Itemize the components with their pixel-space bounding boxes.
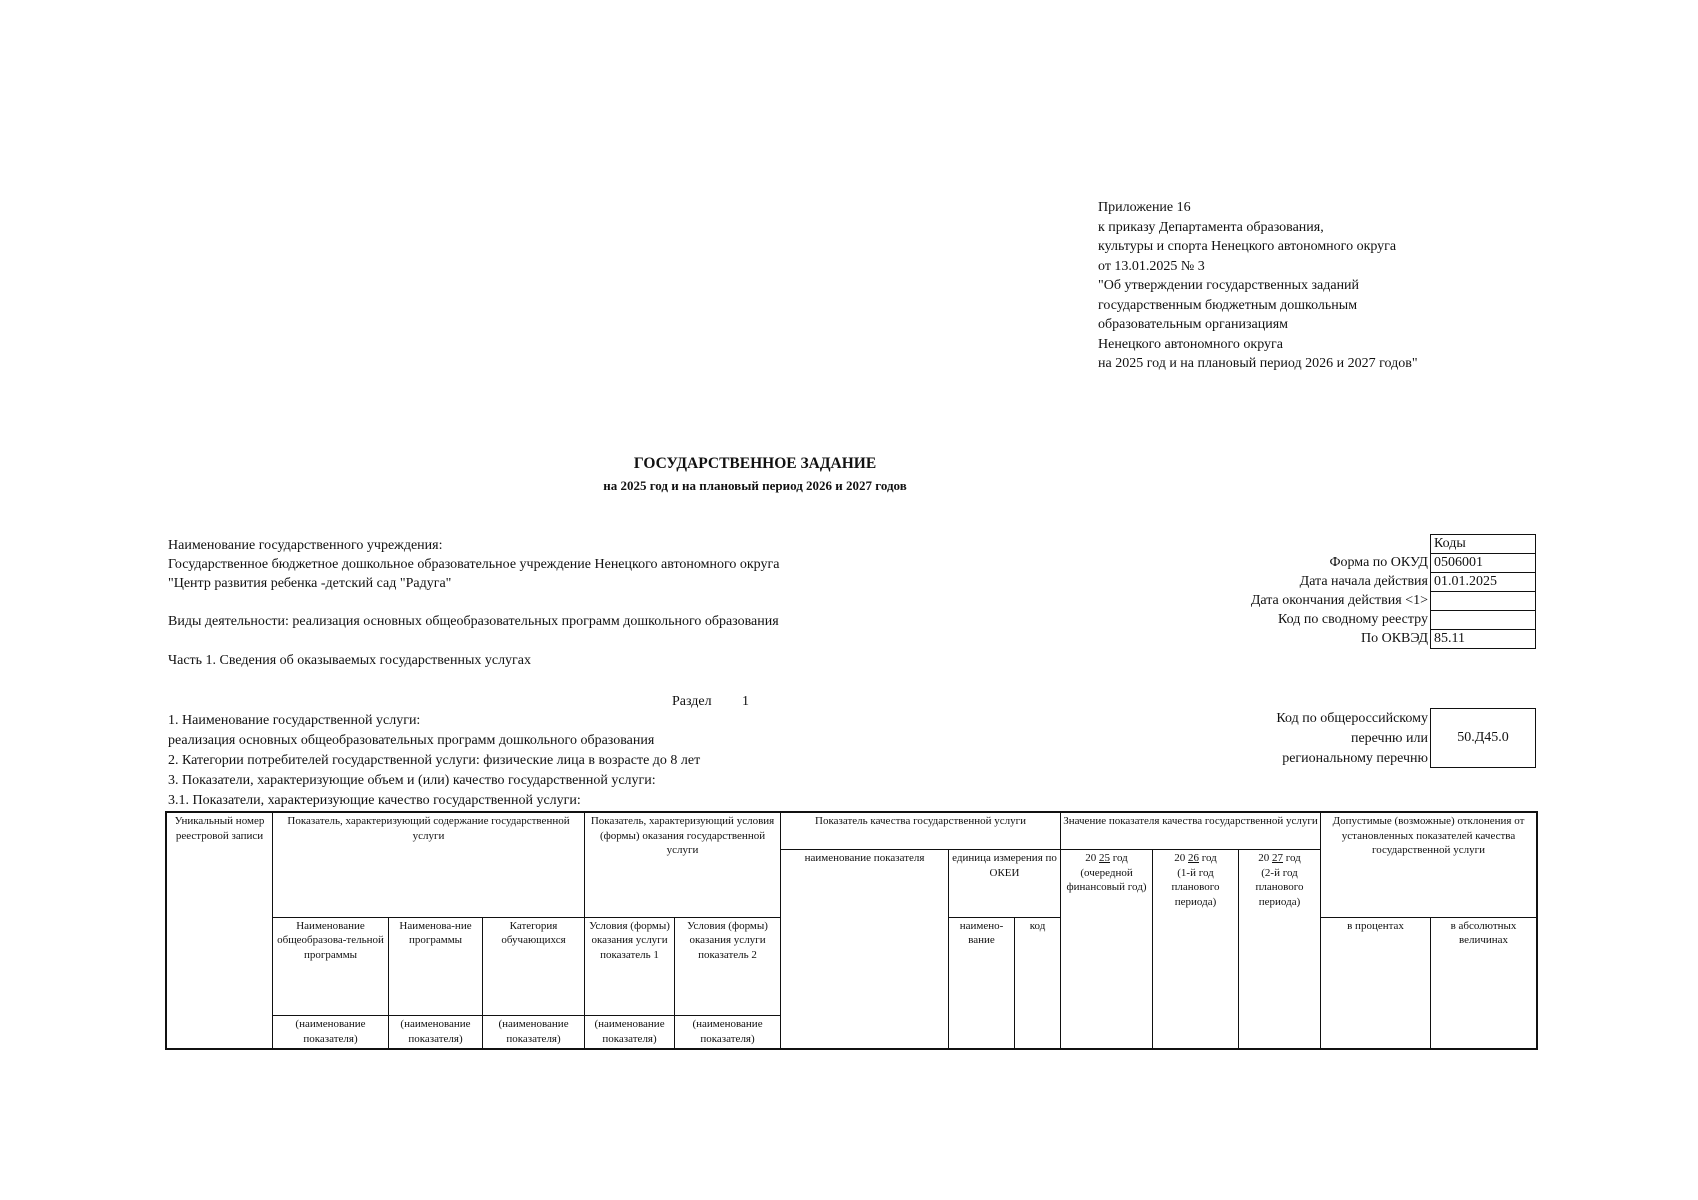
document-subtitle: на 2025 год и на плановый период 2026 и 2027 годов bbox=[603, 478, 907, 493]
okv-label-1: Код по общероссийскому bbox=[1276, 711, 1428, 726]
value-group-header: Значение показателя качества государственной услуги bbox=[1061, 813, 1321, 850]
registry-value bbox=[1431, 611, 1535, 630]
appendix-line: "Об утверждении государственных заданий bbox=[1098, 278, 1360, 293]
okud-label: Форма по ОКУД bbox=[1329, 555, 1428, 570]
unit-code-header: код bbox=[1015, 917, 1061, 1048]
appendix-line: Приложение 16 bbox=[1098, 200, 1191, 215]
year-1-note: (очередной финансовый год) bbox=[1066, 866, 1147, 893]
year-3-value: 27 bbox=[1272, 852, 1283, 864]
okv-label-2: перечню или bbox=[1350, 731, 1428, 746]
end-date-value bbox=[1431, 592, 1535, 611]
okv-code-box bbox=[1430, 708, 1536, 768]
sub-label-cell: (наименование показателя) bbox=[585, 1016, 675, 1049]
deviation-group-header: Допустимые (возможные) отклонения от установленных показателей качества государственной услуги bbox=[1321, 813, 1537, 918]
appendix-line: на 2025 год и на плановый период 2026 и 2027 годов" bbox=[1098, 356, 1418, 371]
codes-box bbox=[1430, 534, 1536, 649]
appendix-line: культуры и спорта Ненецкого автономного округа bbox=[1098, 239, 1397, 254]
service-name-value: реализация основных общеобразовательных программ дошкольного образования bbox=[168, 733, 655, 748]
category-header: Категория обучающихся bbox=[483, 917, 585, 1015]
end-date-label: Дата окончания действия <1> bbox=[1250, 593, 1428, 608]
activity-type: Виды деятельности: реализация основных общеобразовательных программ дошкольного образования bbox=[168, 614, 779, 629]
indicators-heading: 3. Показатели, характеризующие объем и (или) качество государственной услуги: bbox=[168, 773, 656, 788]
quality-table bbox=[166, 812, 1537, 1049]
program-name-header: Наименование общеобразова-тельной программы bbox=[273, 917, 389, 1015]
unit-header: единица измерения по ОКЕИ bbox=[949, 850, 1061, 918]
service-name-label: 1. Наименование государственной услуги: bbox=[168, 713, 421, 728]
year-1-value: 25 bbox=[1099, 852, 1110, 864]
appendix-line: образовательным организациям bbox=[1098, 317, 1288, 332]
condition-2-header: Условия (формы) оказания услуги показатель 2 bbox=[675, 917, 781, 1015]
sub-label-cell: (наименование показателя) bbox=[389, 1016, 483, 1049]
year-3-note: (2-й год планового периода) bbox=[1255, 866, 1304, 908]
okud-value: 0506001 bbox=[1431, 554, 1535, 573]
year-3-header: 20 27 год (2-й год планового периода) bbox=[1239, 850, 1321, 1049]
institution-name-2: "Центр развития ребенка -детский сад "Радуга" bbox=[168, 576, 452, 591]
codes-header: Коды bbox=[1431, 535, 1535, 554]
okved-label: По ОКВЭД bbox=[1360, 631, 1428, 646]
sub-label-cell: (наименование показателя) bbox=[675, 1016, 781, 1049]
section-number: 1 bbox=[742, 694, 749, 709]
year-2-value: 26 bbox=[1188, 852, 1199, 864]
sub-label-cell: (наименование показателя) bbox=[273, 1016, 389, 1049]
percent-header: в процентах bbox=[1321, 917, 1431, 1048]
indicator-name-header: наименование показателя bbox=[781, 850, 949, 1049]
institution-label: Наименование государственного учреждения: bbox=[168, 538, 443, 553]
absolute-header: в абсолютных величинах bbox=[1431, 917, 1537, 1048]
quality-heading: 3.1. Показатели, характеризующие качество государственной услуги: bbox=[168, 793, 581, 808]
unit-name-header: наимено-вание bbox=[949, 917, 1015, 1048]
unique-number-header: Уникальный номер реестровой записи bbox=[167, 813, 273, 1049]
condition-1-header: Условия (формы) оказания услуги показатель 1 bbox=[585, 917, 675, 1015]
program-header: Наименова-ние программы bbox=[389, 917, 483, 1015]
section-label: Раздел bbox=[672, 694, 712, 709]
consumer-category: 2. Категории потребителей государственной услуги: физические лица в возрасте до 8 лет bbox=[168, 753, 701, 768]
start-date-label: Дата начала действия bbox=[1299, 574, 1428, 589]
appendix-block bbox=[1098, 198, 1418, 374]
year-1-header: 20 25 год (очередной финансовый год) bbox=[1061, 850, 1153, 1049]
okv-code: 50.Д45.0 bbox=[1457, 730, 1509, 745]
conditions-group-header: Показатель, характеризующий условия (формы) оказания государственной услуги bbox=[585, 813, 781, 918]
quality-group-header: Показатель качества государственной услуги bbox=[781, 813, 1061, 850]
appendix-line: государственным бюджетным дошкольным bbox=[1098, 297, 1358, 313]
year-2-note: (1-й год планового периода) bbox=[1171, 866, 1220, 908]
registry-label: Код по сводному реестру bbox=[1278, 612, 1428, 627]
okved-value: 85.11 bbox=[1434, 631, 1465, 646]
okv-label-3: региональному перечню bbox=[1282, 751, 1428, 766]
appendix-line: к приказу Департамента образования, bbox=[1098, 219, 1324, 235]
content-group-header: Показатель, характеризующий содержание государственной услуги bbox=[273, 813, 585, 918]
institution-name: Государственное бюджетное дошкольное образовательное учреждение Ненецкого автономного округа bbox=[168, 557, 780, 572]
appendix-line: Ненецкого автономного округа bbox=[1098, 336, 1283, 352]
year-2-header: 20 26 год (1-й год планового периода) bbox=[1153, 850, 1239, 1049]
start-date-value: 01.01.2025 bbox=[1431, 573, 1535, 592]
sub-label-cell: (наименование показателя) bbox=[483, 1016, 585, 1049]
document-title: ГОСУДАРСТВЕННОЕ ЗАДАНИЕ bbox=[633, 455, 877, 472]
part-heading: Часть 1. Сведения об оказываемых государственных услугах bbox=[168, 653, 532, 668]
appendix-line: от 13.01.2025 № 3 bbox=[1098, 258, 1205, 274]
